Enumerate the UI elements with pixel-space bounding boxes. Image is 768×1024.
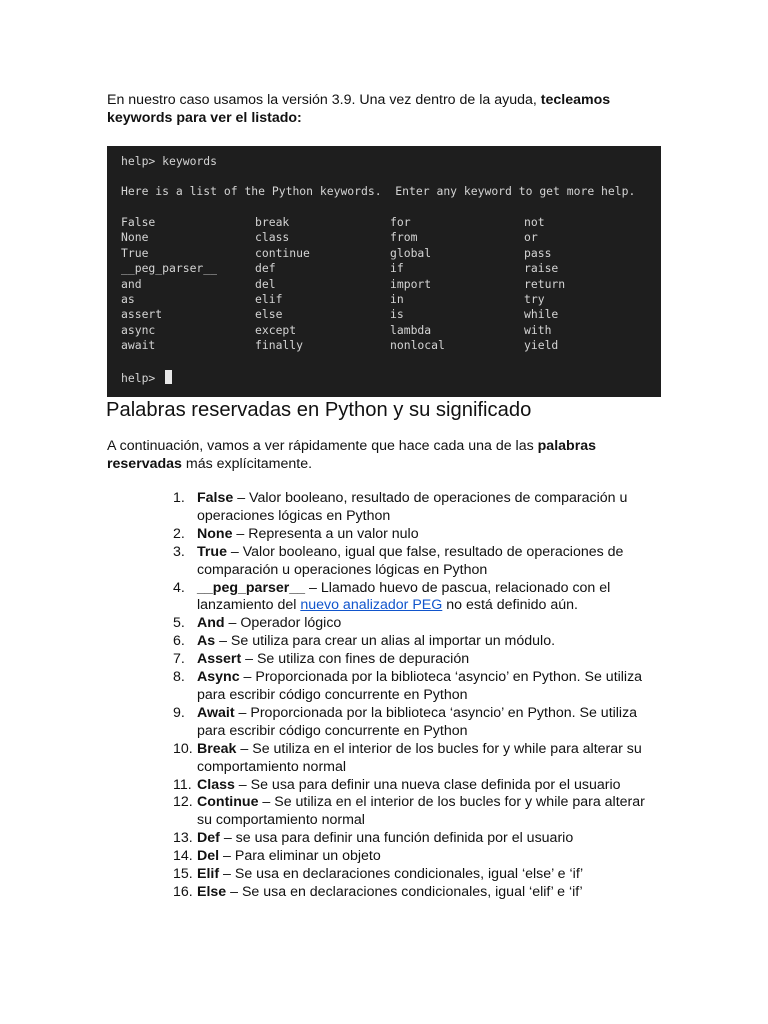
item-number: 1. — [173, 490, 185, 506]
para-bold: palabras reservadas — [107, 438, 596, 472]
item-description: – Valor booleano, igual que false, resultado de operaciones de comparación u operaciones lógicas en Python — [197, 543, 624, 578]
item-number: 7. — [173, 651, 185, 668]
terminal-screenshot — [107, 146, 661, 397]
item-number: 8. — [173, 669, 185, 686]
item-term: __peg_parser__ — [197, 579, 306, 596]
item-number: 11. — [173, 776, 192, 793]
keyword-cell: yield — [524, 338, 559, 353]
item-number: 9. — [173, 704, 185, 721]
terminal-message: Here is a list of the Python keywords. Enter any keyword to get more help. — [121, 184, 636, 198]
item-term: As — [197, 633, 216, 650]
item-description: – Llamado huevo de pascua, relacionado con el lanzamiento del — [197, 579, 611, 614]
list-item — [173, 884, 663, 902]
keyword-cell: for — [390, 215, 411, 229]
keyword-cell: lambda — [390, 322, 432, 337]
item-term: Async — [197, 669, 240, 686]
keyword-cell: finally — [255, 338, 304, 353]
item-description: – Se usa en declaraciones condicionales, igual ‘else’ e ‘if’ — [219, 866, 584, 883]
item-number: 15. — [173, 866, 193, 883]
item-term: Break — [197, 740, 237, 757]
item-number: 16. — [173, 883, 193, 900]
keyword-cell: as — [121, 292, 135, 306]
keyword-cell: continue — [255, 245, 310, 260]
list-item — [173, 544, 663, 580]
item-term: And — [197, 615, 225, 632]
item-description: – Para eliminar un objeto — [219, 848, 381, 865]
item-description-after: no está definido aún. — [442, 597, 578, 614]
keyword-cell: class — [255, 230, 290, 245]
item-description: – Se utiliza en el interior de los bucles for y while para alterar su comportamiento normal — [197, 794, 645, 829]
list-item — [173, 526, 663, 544]
list-item — [173, 633, 663, 651]
keyword-cell: async — [121, 322, 156, 337]
item-term: Elif — [197, 866, 220, 883]
keyword-cell: pass — [524, 245, 552, 260]
item-term: Class — [197, 776, 235, 793]
list-item — [173, 777, 663, 795]
intro-paragraph — [107, 91, 667, 127]
keyword-cell: await — [121, 338, 156, 353]
item-description: – Valor booleano, resultado de operaciones de comparación u operaciones lógicas en Python — [197, 490, 628, 524]
keyword-cell: del — [255, 276, 276, 291]
keyword-cell: None — [121, 230, 149, 245]
item-term: True — [197, 543, 227, 560]
list-item — [173, 741, 663, 777]
intro-text: En nuestro caso usamos la versión 3.9. Una vez dentro de la ayuda, — [107, 92, 541, 108]
para-text-after: más explícitamente. — [181, 456, 313, 472]
description-paragraph — [107, 437, 667, 473]
keyword-cell: not — [524, 215, 545, 229]
keyword-cell: False — [121, 215, 156, 229]
item-number: 5. — [173, 615, 185, 632]
item-term: Await — [197, 704, 235, 721]
list-item — [173, 848, 663, 866]
item-number: 3. — [173, 543, 185, 560]
peg-parser-link[interactable]: nuevo analizador PEG — [300, 597, 443, 614]
item-number: 4. — [173, 579, 185, 596]
item-description: – Se utiliza con fines de depuración — [241, 651, 470, 668]
item-term: Def — [197, 830, 220, 847]
item-number: 6. — [173, 633, 185, 650]
item-description: – Proporcionada por la biblioteca ‘asyncio’ en Python. Se utiliza para escribir código concurrente en Python — [197, 704, 638, 739]
item-description: – se usa para definir una función definida por el usuario — [219, 830, 574, 847]
keyword-cell: is — [390, 307, 404, 322]
para-text-before: A continuación, vamos a ver rápidamente que hace cada una de las — [107, 438, 538, 454]
item-number: 13. — [173, 830, 193, 847]
item-description: – Operador lógico — [224, 615, 342, 632]
item-term: Continue — [197, 794, 259, 811]
keyword-cell: and — [121, 276, 142, 291]
terminal-command: help> keywords — [121, 154, 218, 168]
item-description: – Se usa en declaraciones condicionales, igual ‘elif’ e ‘if’ — [226, 883, 583, 900]
item-description: – Se utiliza en el interior de los bucles for y while para alterar su comportamiento normal — [197, 740, 642, 775]
list-item — [173, 866, 663, 884]
keyword-cell: break — [255, 215, 290, 229]
section-heading: Palabras reservadas en Python y su significado — [106, 399, 532, 421]
keyword-list — [173, 490, 663, 902]
keyword-cell: def — [255, 261, 276, 276]
keyword-cell: import — [390, 276, 432, 291]
item-term: Else — [197, 883, 227, 900]
item-number: 12. — [173, 794, 193, 811]
keyword-cell: from — [390, 230, 418, 245]
keyword-cell: except — [255, 322, 297, 337]
item-term: Assert — [197, 651, 242, 668]
cursor-icon — [165, 370, 172, 384]
list-item — [173, 705, 663, 741]
item-term: False — [197, 490, 234, 506]
terminal-prompt — [121, 370, 172, 385]
keyword-cell: elif — [255, 292, 283, 306]
keyword-cell: try — [524, 292, 545, 306]
list-item — [173, 580, 663, 616]
item-description: – Representa a un valor nulo — [232, 525, 419, 542]
list-item — [173, 669, 663, 705]
keyword-cell: assert — [121, 307, 163, 322]
item-number: 14. — [173, 848, 193, 865]
keyword-cell: while — [524, 307, 559, 322]
keyword-cell: or — [524, 230, 538, 245]
list-item — [173, 490, 663, 526]
keyword-cell: with — [524, 322, 552, 337]
item-description: – Proporcionada por la biblioteca ‘asyncio’ en Python. Se utiliza para escribir código concurrente en Python — [197, 669, 643, 703]
keyword-cell: True — [121, 245, 149, 260]
item-number: 10. — [173, 740, 193, 757]
item-description: – Se utiliza para crear un alias al importar un módulo. — [215, 633, 556, 650]
keyword-cell: return — [524, 276, 566, 291]
intro-bold: tecleamos keywords para ver el listado: — [107, 92, 611, 126]
item-description: – Se usa para definir una nueva clase definida por el usuario — [234, 776, 621, 793]
keyword-cell: else — [255, 307, 283, 322]
list-item — [173, 794, 663, 830]
keyword-cell: global — [390, 245, 432, 260]
item-term: Del — [197, 848, 220, 865]
item-term: None — [197, 525, 233, 542]
keyword-cell: in — [390, 292, 404, 306]
list-item — [173, 651, 663, 669]
prompt-text: help> — [121, 371, 163, 385]
keyword-cell: nonlocal — [390, 338, 445, 353]
keyword-cell: raise — [524, 261, 559, 276]
item-number: 2. — [173, 525, 185, 542]
keyword-cell: if — [390, 261, 404, 276]
keyword-cell: __peg_parser__ — [121, 261, 218, 276]
list-item — [173, 615, 663, 633]
list-item — [173, 830, 663, 848]
